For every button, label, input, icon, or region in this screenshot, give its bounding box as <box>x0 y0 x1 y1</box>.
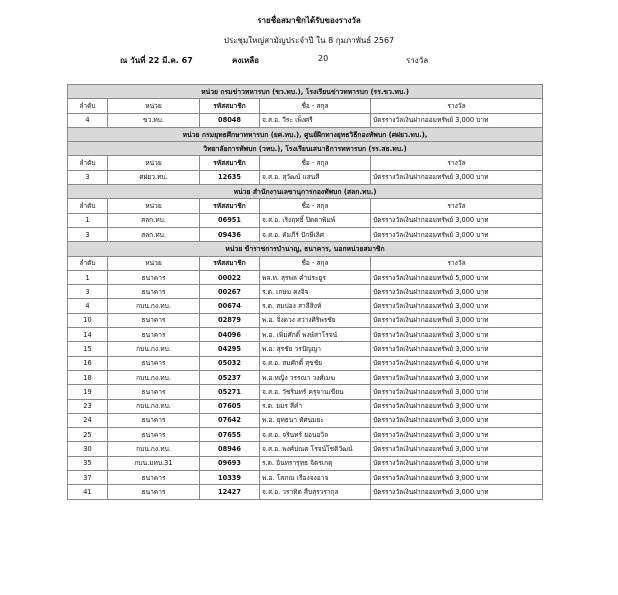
table-row <box>68 299 543 313</box>
col-member-id-header: รหัสสมาชิก <box>200 156 260 170</box>
member-id-cell: 12427 <box>200 485 260 499</box>
col-unit-header: หน่วย <box>108 199 200 213</box>
col-name-header: ชื่อ - สกุล <box>260 256 371 270</box>
seq-cell: 15 <box>68 342 108 356</box>
prize-cell: บัตรรางวัลเงินฝากออมทรัพย์ 3,000 บาท <box>371 399 543 413</box>
unit-cell: กบน.กง.ทบ. <box>108 370 200 384</box>
name-cell: จ.ส.อ. วีระ เพ็งศรี <box>260 113 371 127</box>
member-id-cell: 12635 <box>200 170 260 184</box>
member-id-cell: 04295 <box>200 342 260 356</box>
table-row <box>68 313 543 327</box>
column-header-row <box>68 99 543 113</box>
col-seq-header: ลำดับ <box>68 99 108 113</box>
section-header <box>68 185 543 199</box>
unit-cell: กบน.กง.ทบ. <box>108 299 200 313</box>
unit-cell: ธนาคาร <box>108 328 200 342</box>
prize-cell: บัตรรางวัลเงินฝากออมทรัพย์ 3,000 บาท <box>371 328 543 342</box>
name-cell: จ.ส.อ. เริงฤทธิ์ ปิดตาพิมพ์ <box>260 213 371 227</box>
section-header <box>68 242 543 256</box>
prize-cell: บัตรรางวัลเงินฝากออมทรัพย์ 3,000 บาท <box>371 485 543 499</box>
unit-cell: กบน.มทบ.31 <box>108 456 200 470</box>
document-subtitle: ประชุมใหญ่สามัญประจำปี ใน 8 กุมภาพันธ์ 2567 <box>223 36 395 45</box>
prize-cell: บัตรรางวัลเงินฝากออมทรัพย์ 3,000 บาท <box>371 413 543 427</box>
unit-cell: ธนาคาร <box>108 428 200 442</box>
section-title: หน่วย ข้าราชการบำนาญ, ธนาคาร, นอกหน่วยสมาชิก <box>68 242 543 256</box>
name-cell: ร.ต. เกษม คงจิจ <box>260 285 371 299</box>
section-title: วิทยาลัยการทัพบก (วทบ.), โรงเรียนเสนาธิการทหารบก (รร.สธ.ทบ.) <box>68 142 543 156</box>
table-row <box>68 399 543 413</box>
unit-cell: ธนาคาร <box>108 413 200 427</box>
table-row <box>68 227 543 241</box>
prize-winners-table <box>67 84 543 500</box>
member-id-cell: 00022 <box>200 270 260 284</box>
unit-cell: ขว.ทบ. <box>108 113 200 127</box>
unit-cell: สลก.ทบ. <box>108 227 200 241</box>
member-id-cell: 05271 <box>200 385 260 399</box>
member-id-cell: 07655 <box>200 428 260 442</box>
name-cell: จ.ส.อ. สุวัฒน์ แสนสี <box>260 170 371 184</box>
section-title: หน่วย สำนักงานเลขานุการกองทัพบก (สลก.ทบ.) <box>68 185 543 199</box>
name-cell: พล.ท. สุรพล คำประยูร <box>260 270 371 284</box>
col-prize-header: รางวัล <box>371 99 543 113</box>
prize-cell: บัตรรางวัลเงินฝากออมทรัพย์ 3,000 บาท <box>371 113 543 127</box>
col-prize-header: รางวัล <box>371 156 543 170</box>
document-title: รายชื่อสมาชิกได้รับของรางวัล <box>257 16 361 25</box>
report-date: ณ วันที่ 22 มี.ค. 67 <box>120 56 193 65</box>
prize-cell: บัตรรางวัลเงินฝากออมทรัพย์ 3,000 บาท <box>371 285 543 299</box>
remaining-count: 20 <box>318 54 329 63</box>
member-id-cell: 08048 <box>200 113 260 127</box>
unit-cell: สลก.ทบ. <box>108 213 200 227</box>
table-row <box>68 471 543 485</box>
unit-cell: ธนาคาร <box>108 385 200 399</box>
name-cell: พ.อ. โสภณ เรืองจงอาจ <box>260 471 371 485</box>
name-cell: พ.อ. สุรชัย วรปัญญา <box>260 342 371 356</box>
seq-cell: 4 <box>68 113 108 127</box>
member-id-cell: 08946 <box>200 442 260 456</box>
col-member-id-header: รหัสสมาชิก <box>200 199 260 213</box>
section-title: หน่วย กรมข่าวทหารบก (ขว.ทบ.), โรงเรียนข่าวทหารบก (รร.ขว.ทบ.) <box>68 85 543 99</box>
seq-cell: 3 <box>68 170 108 184</box>
prize-cell: บัตรรางวัลเงินฝากออมทรัพย์ 3,000 บาท <box>371 442 543 456</box>
col-seq-header: ลำดับ <box>68 199 108 213</box>
name-cell: ร.ต. ยมร สีคำ <box>260 399 371 413</box>
member-id-cell: 02879 <box>200 313 260 327</box>
name-cell: พ.อ. ยุทธนา ทัศนมยะ <box>260 413 371 427</box>
member-id-cell: 07642 <box>200 413 260 427</box>
unit-cell: ธนาคาร <box>108 285 200 299</box>
name-cell: จ.ส.อ. พงศ์ปณต โรจน์โชติวัฒน์ <box>260 442 371 456</box>
col-seq-header: ลำดับ <box>68 156 108 170</box>
table-body <box>68 85 543 500</box>
prize-cell: บัตรรางวัลเงินฝากออมทรัพย์ 3,000 บาท <box>371 342 543 356</box>
prize-cell: บัตรรางวัลเงินฝากออมทรัพย์ 3,000 บาท <box>371 428 543 442</box>
col-unit-header: หน่วย <box>108 256 200 270</box>
seq-cell: 16 <box>68 356 108 370</box>
prize-cell: บัตรรางวัลเงินฝากออมทรัพย์ 3,000 บาท <box>371 299 543 313</box>
seq-cell: 30 <box>68 442 108 456</box>
table-row <box>68 342 543 356</box>
member-id-cell: 04096 <box>200 328 260 342</box>
prize-cell: บัตรรางวัลเงินฝากออมทรัพย์ 3,000 บาท <box>371 313 543 327</box>
table-row <box>68 285 543 299</box>
column-header-row <box>68 156 543 170</box>
unit-cell: ธนาคาร <box>108 356 200 370</box>
seq-cell: 4 <box>68 299 108 313</box>
name-cell: จ.ส.อ. คัมภีร์ ปักษีเลิศ <box>260 227 371 241</box>
table-row <box>68 356 543 370</box>
prize-cell: บัตรรางวัลเงินฝากออมทรัพย์ 4,000 บาท <box>371 356 543 370</box>
unit-cell: ธนาคาร <box>108 485 200 499</box>
seq-cell: 3 <box>68 285 108 299</box>
prize-cell: บัตรรางวัลเงินฝากออมทรัพย์ 3,000 บาท <box>371 471 543 485</box>
table-row <box>68 328 543 342</box>
member-id-cell: 06951 <box>200 213 260 227</box>
member-id-cell: 05237 <box>200 370 260 384</box>
col-prize-header: รางวัล <box>371 199 543 213</box>
section-header <box>68 142 543 156</box>
seq-cell: 35 <box>68 456 108 470</box>
prize-cell: บัตรรางวัลเงินฝากออมทรัพย์ 3,000 บาท <box>371 170 543 184</box>
unit-cell: ธนาคาร <box>108 471 200 485</box>
unit-cell: กบน.กง.ทบ. <box>108 442 200 456</box>
member-id-cell: 09693 <box>200 456 260 470</box>
col-name-header: ชื่อ - สกุล <box>260 156 371 170</box>
prize-cell: บัตรรางวัลเงินฝากออมทรัพย์ 3,000 บาท <box>371 456 543 470</box>
seq-cell: 41 <box>68 485 108 499</box>
seq-cell: 3 <box>68 227 108 241</box>
col-prize-header: รางวัล <box>371 256 543 270</box>
member-id-cell: 00674 <box>200 299 260 313</box>
name-cell: พ.อ. เพิ่มศักดิ์ พงษ์สาโรจน์ <box>260 328 371 342</box>
prize-cell: บัตรรางวัลเงินฝากออมทรัพย์ 5,000 บาท <box>371 270 543 284</box>
prize-cell: บัตรรางวัลเงินฝากออมทรัพย์ 3,000 บาท <box>371 385 543 399</box>
column-header-row <box>68 256 543 270</box>
remaining-label: คงเหลือ <box>232 56 259 65</box>
seq-cell: 19 <box>68 385 108 399</box>
seq-cell: 1 <box>68 270 108 284</box>
column-header-row <box>68 199 543 213</box>
table-row <box>68 413 543 427</box>
table-row <box>68 370 543 384</box>
table-row <box>68 170 543 184</box>
name-cell: จ.ส.อ. สมศักดิ์ สุขชัย <box>260 356 371 370</box>
member-id-cell: 09436 <box>200 227 260 241</box>
unit-cell: ศฝยว.ทบ. <box>108 170 200 184</box>
name-cell: พ.อ.หญิง วรรณา วงศ์เมฆ <box>260 370 371 384</box>
member-id-cell: 07605 <box>200 399 260 413</box>
seq-cell: 14 <box>68 328 108 342</box>
name-cell: จ.ส.อ. วัชรินทร์ ครุจานเขียน <box>260 385 371 399</box>
col-unit-header: หน่วย <box>108 156 200 170</box>
member-id-cell: 10339 <box>200 471 260 485</box>
prize-cell: บัตรรางวัลเงินฝากออมทรัพย์ 3,000 บาท <box>371 227 543 241</box>
seq-cell: 1 <box>68 213 108 227</box>
name-cell: จ.ส.อ. จรินทร์ ยอนอวิล <box>260 428 371 442</box>
table-row <box>68 442 543 456</box>
member-id-cell: 00267 <box>200 285 260 299</box>
table-row <box>68 270 543 284</box>
name-cell: พ.อ. จิ่งดวง สว่างศิริพรชัย <box>260 313 371 327</box>
table-row <box>68 213 543 227</box>
name-cell: ร.ต. สมปอง สาลีสิงห์ <box>260 299 371 313</box>
table-row <box>68 428 543 442</box>
table-row <box>68 113 543 127</box>
member-id-cell: 05032 <box>200 356 260 370</box>
table-row <box>68 385 543 399</box>
col-member-id-header: รหัสสมาชิก <box>200 256 260 270</box>
col-member-id-header: รหัสสมาชิก <box>200 99 260 113</box>
name-cell: จ.ส.อ. วราทิต สืบสุรวรากุล <box>260 485 371 499</box>
remaining-unit: รางวัล <box>406 56 429 65</box>
col-seq-header: ลำดับ <box>68 256 108 270</box>
unit-cell: ธนาคาร <box>108 270 200 284</box>
seq-cell: 24 <box>68 413 108 427</box>
table-row <box>68 485 543 499</box>
section-header <box>68 127 543 141</box>
seq-cell: 10 <box>68 313 108 327</box>
col-name-header: ชื่อ - สกุล <box>260 99 371 113</box>
unit-cell: กบน.กง.ทบ. <box>108 399 200 413</box>
seq-cell: 18 <box>68 370 108 384</box>
name-cell: ร.ต. อินทรารุทธ จิตรเกตุ <box>260 456 371 470</box>
col-unit-header: หน่วย <box>108 99 200 113</box>
unit-cell: ธนาคาร <box>108 313 200 327</box>
col-name-header: ชื่อ - สกุล <box>260 199 371 213</box>
seq-cell: 25 <box>68 428 108 442</box>
seq-cell: 37 <box>68 471 108 485</box>
prize-cell: บัตรรางวัลเงินฝากออมทรัพย์ 3,000 บาท <box>371 213 543 227</box>
prize-cell: บัตรรางวัลเงินฝากออมทรัพย์ 3,000 บาท <box>371 370 543 384</box>
unit-cell: กบน.กง.ทบ. <box>108 342 200 356</box>
seq-cell: 23 <box>68 399 108 413</box>
table-row <box>68 456 543 470</box>
section-header <box>68 85 543 99</box>
section-title: หน่วย กรมยุทธศึกษาทหารบก (ยศ.ทบ.), ศูนย์ฝึกทางยุทธวิธีกองทัพบก (ศฝยว.ทบ.), <box>68 127 543 141</box>
